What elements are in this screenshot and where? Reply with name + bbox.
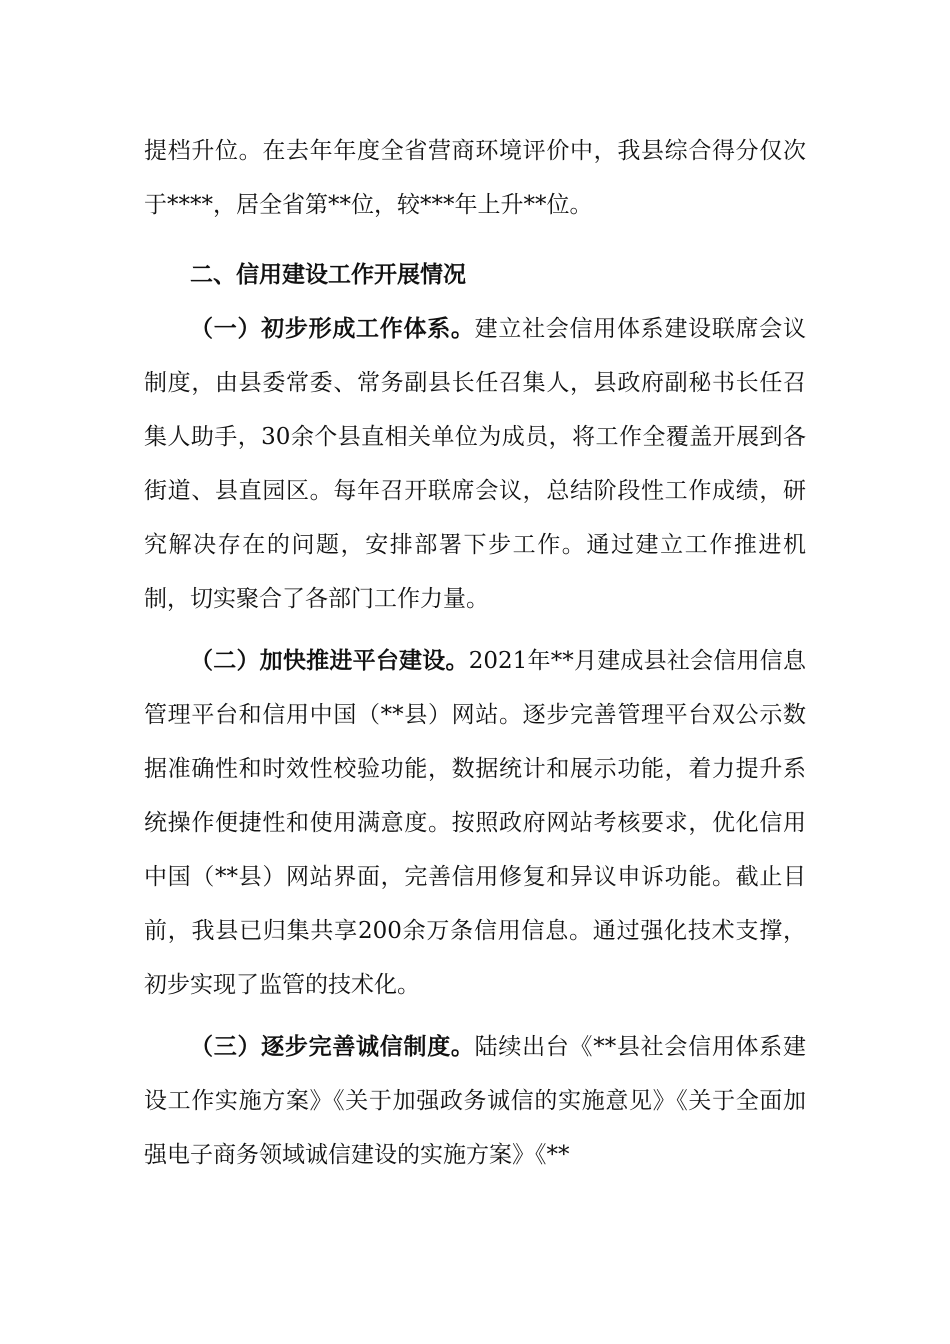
intro-paragraph-text: 提档升位。在去年年度全省营商环境评价中，我县综合得分仅次于****，居全省第**位，较***年上升**位。 (144, 138, 806, 218)
section-2-lead: （二）加快推进平台建设。 (190, 648, 469, 674)
intro-paragraph (144, 124, 806, 232)
section-paragraph-1 (144, 302, 806, 626)
section-1-lead: （一）初步形成工作体系。 (190, 316, 475, 342)
section-paragraph-3 (144, 1020, 806, 1182)
section-paragraph-2 (144, 634, 806, 1012)
document-body (144, 124, 806, 1182)
section-3-lead: （三）逐步完善诚信制度。 (190, 1034, 475, 1060)
section-2-body: 2021年**月建成县社会信用信息管理平台和信用中国（**县）网站。逐步完善管理平台双公示数据准确性和时效性校验功能，数据统计和展示功能，着力提升系统操作便捷性和使用满意度。按照政府网站考核要求，优化信用中国（**县）网站界面，完善信用修复和异议申诉功能。截止目前，我县已归集共享200余万条信用信息。通过强化技术支撑，初步实现了监管的技术化。 (144, 648, 806, 998)
section-3-body: 陆续出台《**县社会信用体系建设工作实施方案》《关于加强政务诚信的实施意见》《关于全面加强电子商务领域诚信建设的实施方案》《** (144, 1034, 807, 1168)
section-heading: 二、信用建设工作开展情况 (190, 262, 466, 288)
section-1-body: 建立社会信用体系建设联席会议制度，由县委常委、常务副县长任召集人，县政府副秘书长任召集人助手，30余个县直相关单位为成员，将工作全覆盖开展到各街道、县直园区。每年召开联席会议，总结阶段性工作成绩，研究解决存在的问题，安排部署下步工作。通过建立工作推进机制，切实聚合了各部门工作力量。 (144, 316, 807, 612)
